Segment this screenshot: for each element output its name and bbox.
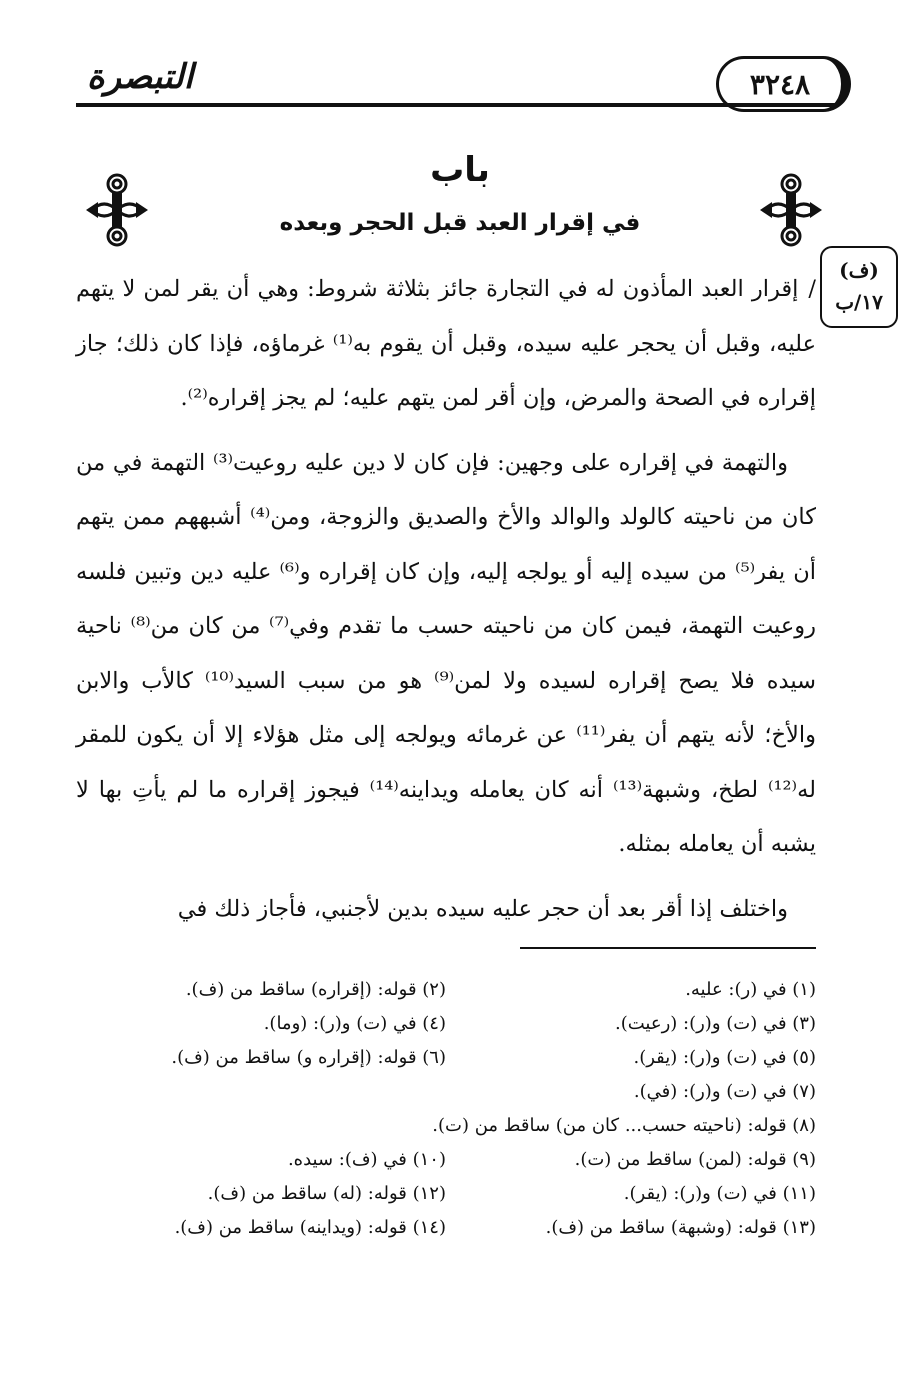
footnote-row: [76, 1210, 816, 1244]
footnote-12: (١٢) قوله: (له) ساقط من (ف).: [207, 1182, 446, 1204]
footnotes: [76, 972, 816, 1244]
margin-note-line-1: (ف): [839, 258, 879, 282]
margin-note-line-2: ١٧/ب: [835, 290, 883, 314]
footnote-row: [76, 1142, 816, 1176]
paragraph-3: واختلف إذا أقر بعد أن حجر عليه سيده بدين لأجنبي، فأجاز ذلك في: [177, 895, 788, 922]
right-ornament-icon: [758, 170, 824, 250]
footnote-3: (٣) في (ت) و(ر): (رعيت).: [614, 1012, 816, 1034]
book-title-logo: التبصرة: [86, 57, 194, 97]
footnote-8: (٨) قوله: (ناحيته حسب... كان من) ساقط من (ت).: [432, 1114, 816, 1136]
footnote-1: (١) في (ر): عليه.: [685, 978, 816, 1000]
footnote-row: [76, 1176, 816, 1210]
chapter-title: باب: [430, 150, 490, 190]
footnote-row: [76, 1006, 816, 1040]
folio-slash: /: [808, 276, 816, 302]
footnote-14: (١٤) قوله: (ويداينه) ساقط من (ف).: [174, 1216, 446, 1238]
footnote-9: (٩) قوله: (لمن) ساقط من (ت).: [574, 1148, 816, 1170]
footnote-5: (٥) في (ت) و(ر): (يقر).: [633, 1046, 816, 1068]
footnote-6: (٦) قوله: (إقراره و) ساقط من (ف).: [171, 1046, 446, 1068]
left-ornament-icon: [84, 170, 150, 250]
footnote-row: [76, 1108, 816, 1142]
footnote-4: (٤) في (ت) و(ر): (وما).: [263, 1012, 446, 1034]
body-text: [76, 262, 816, 946]
footnote-rule: [520, 947, 816, 949]
paragraph-2: والتهمة في إقراره على وجهين: فإن كان لا دين عليه روعيت⁽³⁾ التهمة في من كان من ناحيته كالولد والوالد والأخ والصديق والزوجة، ومن⁽⁴⁾ أشبههم ممن يتهم أن يفر⁽⁵⁾ من سيده إليه أو يولجه إليه، وإن كان إقراره و⁽⁶⁾ عليه دين وتبين فلسه روعيت التهمة، فيمن كان من ناحيته حسب ما تقدم وفي⁽⁷⁾ من كان من⁽⁸⁾ ناحية سيده فلا يصح إقراره لسيده ولا لمن⁽⁹⁾ هو من سبب السيد⁽¹⁰⁾ كالأب والابن والأخ؛ لأنه يتهم أن يفر⁽¹¹⁾ عن غرمائه ويولجه إلى مثل هؤلاء إلا أن يكون للمقر له⁽¹²⁾ لطخ، وشبهة⁽¹³⁾ أنه كان يعامله ويداينه⁽¹⁴⁾ فيجوز إقراره ما لم يأتِ بها لا يشبه أن يعامله بمثله.: [76, 449, 817, 857]
header-rule: [76, 103, 836, 107]
footnote-row: [76, 1074, 816, 1108]
footnote-row: [76, 1040, 816, 1074]
footnote-13: (١٣) قوله: (وشبهة) ساقط من (ف).: [545, 1216, 816, 1238]
footnote-10: (١٠) في (ف): سيده.: [287, 1148, 446, 1170]
paragraph-1-text: إقرار العبد المأذون له في التجارة جائز بثلاثة شروط: وهي أن يقر لمن لا يتهم عليه، وقبل أن يحجر عليه سيده، وقبل أن يقوم به⁽¹⁾ غرماؤه، فإذا كان ذلك؛ جاز إقراره في الصحة والمرض، وإن أقر لمن يتهم عليه؛ لم يجز إقراره⁽²⁾.: [76, 276, 816, 411]
paragraph-1: [76, 262, 816, 426]
footnote-2: (٢) قوله: (إقراره) ساقط من (ف).: [185, 978, 446, 1000]
page-number: ٣٢٤٨: [716, 56, 851, 112]
manuscript-margin-note: [820, 246, 898, 328]
footnote-11: (١١) في (ت) و(ر): (يقر).: [623, 1182, 816, 1204]
footnote-7: (٧) في (ت) و(ر): (في).: [633, 1080, 816, 1102]
footnote-row: [76, 972, 816, 1006]
chapter-subtitle: في إقرار العبد قبل الحجر وبعده: [279, 210, 641, 236]
